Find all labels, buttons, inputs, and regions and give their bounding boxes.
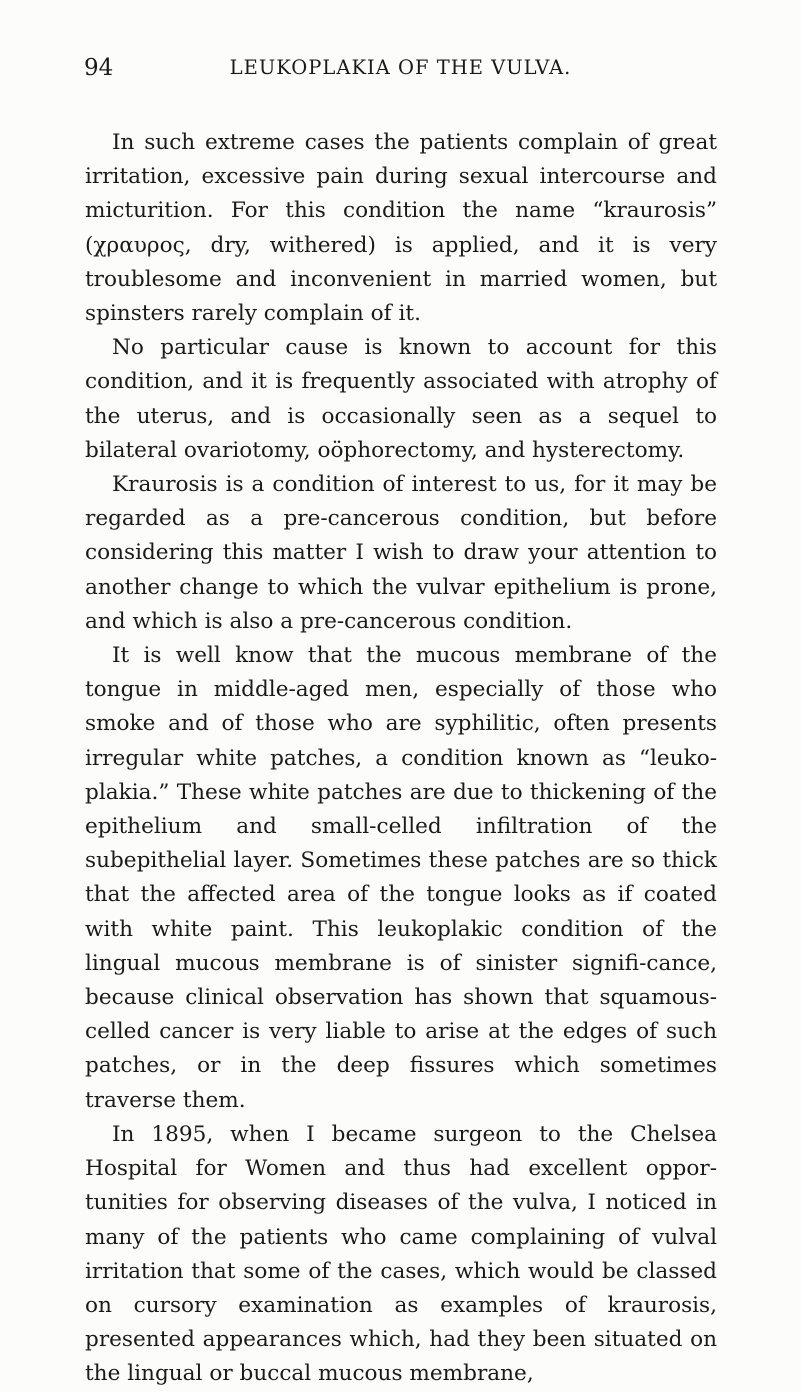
paragraph: It is well know that the mucous membrane of the tongue in middle-aged men, especially of those who smoke and of those who are syphilitic, often presents irregular white patches, a condition known as “leuko-plakia.” These white patches are due to thickening of the epithelium and small-celled infiltration of the subepithelial layer. Sometimes these patches are so thick that the affected area of the tongue looks as if coated with white paint. This leukoplakic condition of the lingual mucous membrane is of sinister signifi-cance, because clinical observation has shown that squamous-celled cancer is very liable to arise at the edges of such patches, or in the deep fissures which sometimes traverse them. [85, 643, 717, 1113]
paragraph: In 1895, when I became surgeon to the Chelsea Hospital for Women and thus had excellent oppor-tunities for observing diseases of the vulva, I noticed in many of the patients who came complaining of vulval irritation that some of the cases, which would be classed on cursory examination as examples of kraurosis, presented appearances which, had they been situated on the lingual or buccal mucous membrane, [85, 1121, 717, 1387]
running-head: LEUKOPLAKIA OF THE VULVA. [229, 56, 572, 79]
paragraph: In such extreme cases the patients complain of great irritation, excessive pain during sexual intercourse and micturition. For this condition the name “kraurosis” (χραυρος, dry, withered) is applied, and it is very troublesome and inconvenient in married women, but spinsters rarely complain of it. [85, 130, 717, 327]
paragraph: Kraurosis is a condition of interest to us, for it may be regarded as a pre-cancerous condition, but before considering this matter I wish to draw your attention to another change to which the vulvar epithelium is prone, and which is also a pre-cancerous condition. [85, 472, 717, 634]
page-number: 94 [84, 55, 114, 81]
body-text [85, 126, 717, 1392]
paragraph: No particular cause is known to account for this condition, and it is frequently associated with atrophy of the uterus, and is occasionally seen as a sequel to bilateral ovariotomy, oöphorectomy, and hysterectomy. [85, 335, 717, 463]
page-header [0, 48, 801, 88]
